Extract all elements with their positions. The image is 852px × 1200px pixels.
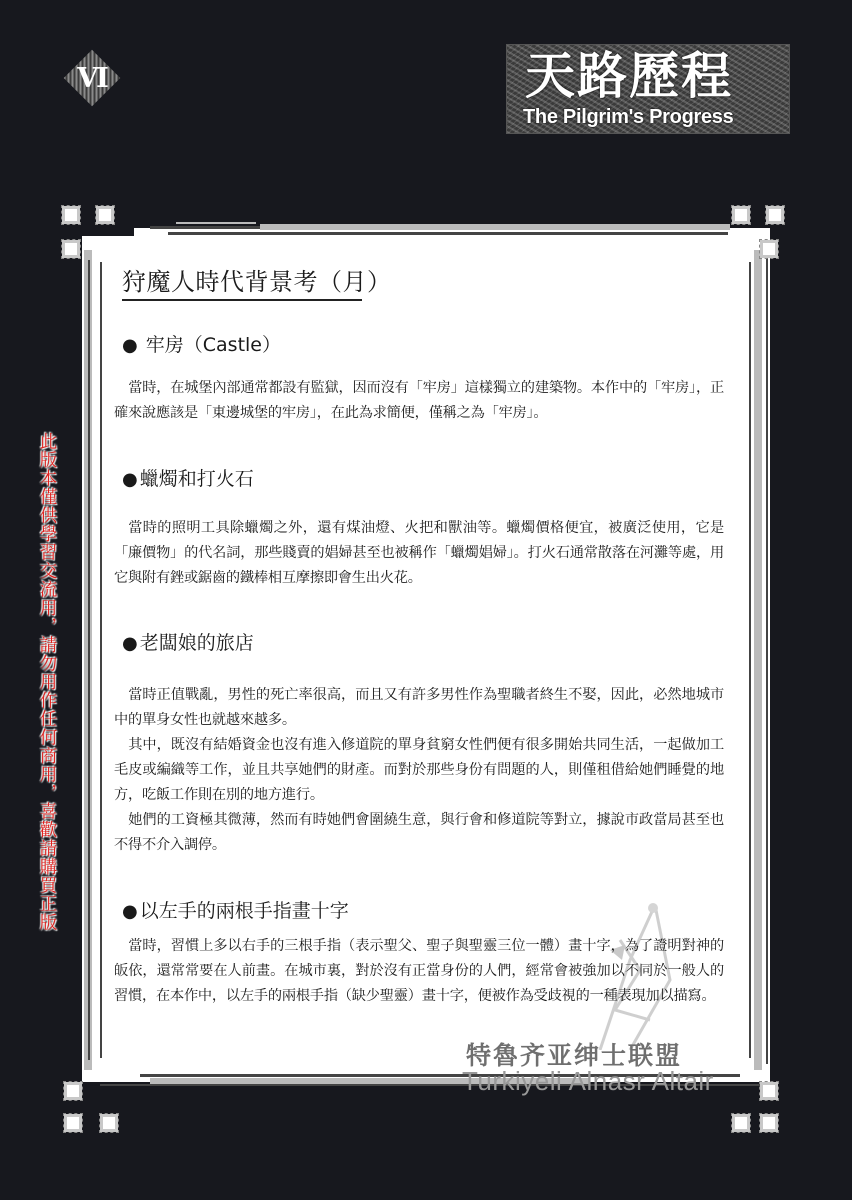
page-title: 狩魔人時代背景考（月） bbox=[122, 268, 392, 296]
corner-ornament-icon bbox=[732, 1114, 750, 1132]
series-logo bbox=[506, 44, 790, 134]
frame-border-left bbox=[88, 260, 90, 1060]
logo-title-en: The Pilgrim's Progress bbox=[523, 106, 734, 128]
frame-border-right bbox=[754, 250, 762, 1070]
corner-ornament-icon bbox=[64, 1082, 82, 1100]
corner-ornament-icon bbox=[732, 206, 750, 224]
section-heading-text: 以左手的兩根手指畫十字 bbox=[139, 900, 349, 922]
corner-ornament-icon bbox=[62, 206, 80, 224]
bullet-icon: ● bbox=[122, 633, 138, 654]
section-heading-text: 牢房（Castle） bbox=[139, 334, 281, 356]
section-heading-text: 蠟燭和打火石 bbox=[139, 468, 254, 490]
scanlation-group-name-en: Turkiyeli Alnasr Altair bbox=[462, 1066, 714, 1096]
corner-ornament-icon bbox=[62, 240, 80, 258]
corner-ornament-icon bbox=[760, 1082, 778, 1100]
chapter-badge bbox=[64, 50, 120, 106]
corner-ornament-icon bbox=[760, 240, 778, 258]
chapter-number: VI bbox=[77, 62, 107, 94]
frame-border-top bbox=[176, 222, 256, 224]
section-body bbox=[114, 516, 724, 591]
paragraph: 當時的照明工具除蠟燭之外，還有煤油燈、火把和獸油等。蠟燭價格便宜，被廣泛使用，它是「廉價物」的代名詞，那些賤賣的娼婦甚至也被稱作「蠟燭娼婦」。打火石通常散落在河灘等處，用它與附有銼或鋸齒的鐵棒相互摩擦即會生出火花。 bbox=[114, 520, 724, 586]
frame-border-right bbox=[766, 256, 768, 1064]
paragraph: 其中，既沒有結婚資金也沒有進入修道院的單身貧窮女性們便有很多開始共同生活，一起做加工毛皮或編織等工作，並且共享她們的財產。而對於那些身份有問題的人，則僅租借給她們睡覺的地方，吃飯工作則在別的地方進行。 bbox=[114, 737, 724, 803]
bullet-icon: ● bbox=[122, 469, 138, 490]
frame-shadow bbox=[770, 224, 774, 1086]
paragraph: 當時，在城堡內部通常都設有監獄，因而沒有「牢房」這樣獨立的建築物。本作中的「牢房」，正確來說應該是「東邊城堡的牢房」，在此為求簡便，僅稱之為「牢房」。 bbox=[114, 380, 724, 421]
title-underline bbox=[122, 299, 362, 301]
paragraph: 她們的工資極其微薄，然而有時她們會圍繞生意，與行會和修道院等對立，據說市政當局甚至也不得不介入調停。 bbox=[114, 812, 724, 853]
section-body bbox=[114, 683, 724, 858]
paragraph: 當時正值戰亂，男性的死亡率很高，而且又有許多男性作為聖職者終生不娶，因此，必然地城市中的單身女性也就越來越多。 bbox=[114, 687, 724, 728]
section-heading bbox=[122, 896, 349, 923]
frame-shadow bbox=[74, 224, 82, 1086]
section-heading bbox=[122, 330, 281, 357]
bullet-icon: ● bbox=[122, 901, 138, 922]
bullet-icon: ● bbox=[122, 335, 138, 356]
paragraph: 當時，習慣上多以右手的三根手指（表示聖父、聖子與聖靈三位一體）畫十字，為了證明對神的皈依，還常常要在人前畫。在城市裏，對於沒有正當身份的人們，經常會被強加以不同於一般人的習慣，在本作中，以左手的兩根手指（缺少聖靈）畫十字，便被作為受歧視的一種表現加以描寫。 bbox=[114, 938, 724, 1004]
section-heading bbox=[122, 464, 254, 491]
corner-ornament-icon bbox=[766, 206, 784, 224]
copyright-notice: 此版本僅供學習交流用，請勿用作任何商用，喜歡請購買正版 bbox=[37, 432, 57, 932]
frame-border-top bbox=[150, 226, 270, 229]
section-heading bbox=[122, 628, 254, 655]
corner-ornament-icon bbox=[760, 1114, 778, 1132]
corner-ornament-icon bbox=[100, 1114, 118, 1132]
section-heading-text: 老闆娘的旅店 bbox=[139, 632, 254, 654]
section-body bbox=[114, 376, 724, 426]
frame-border-left bbox=[100, 262, 102, 1058]
logo-title-cn: 天路歷程 bbox=[525, 47, 733, 105]
frame-border-top bbox=[260, 224, 730, 230]
corner-ornament-icon bbox=[96, 206, 114, 224]
corner-ornament-icon bbox=[64, 1114, 82, 1132]
scanlation-group-name-cn: 特魯齐亚绅士联盟 bbox=[466, 1041, 683, 1070]
frame-border-top bbox=[168, 232, 728, 235]
frame-border-right bbox=[749, 262, 751, 1058]
section-body bbox=[114, 934, 724, 1009]
